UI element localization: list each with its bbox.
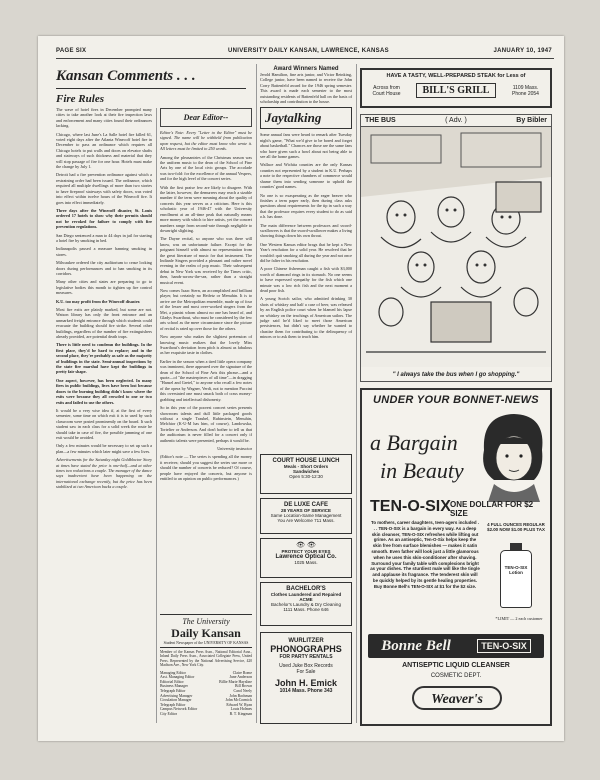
editorial-paragraph: Detroit had a fire prevention ordinance against which a restraining order had been issued. The ordinance, which required all multiple dwellings of more than two stories to have fireproof stairways with safety doors, was voted into effect within twelve hours of the Winecoff fire. It goes into effect immediately. xyxy=(56,172,152,205)
header-rule xyxy=(56,58,554,59)
page-label: PAGE SIX xyxy=(56,48,87,54)
cafe-ad-line: 28 YEARS OF SERVICE xyxy=(280,508,332,513)
staff-role: Advertising Manager xyxy=(160,693,193,698)
optical-ad xyxy=(260,538,352,578)
lunch-ad-line: Sandwiches xyxy=(292,469,319,474)
comic-illustration xyxy=(361,127,551,367)
laundry-ad-line: BACHELOR'S xyxy=(286,586,326,592)
section-title: Kansan Comments . . . xyxy=(56,68,196,84)
wurlitzer-ad xyxy=(260,632,352,724)
jaytalking-paragraph: No one is so exasperating as the eager beaver who finishes a term paper early, then during class asks questions about requirements for the tip in such a way that the professor requires every student to do as said o.h. has done. xyxy=(260,192,352,220)
letter-paragraph: The Dayne recital, so anyone who was there will know, was an unfortunate failure. Except for the poignant himself with almost no representation from the great literature of music for that instrument. The Indianle Singers provided a pleasant and rather novel evening in the realm of pop music. Their subsequent debut in New York was received by the Times critic, then, hands-across-the-sea, rather than a straight musical event. xyxy=(160,236,252,285)
masthead-box xyxy=(160,614,252,726)
letter-paragraph: Now comes Isaac Stern, an accomplished and brilliant player, but certainly no Heifetz or Menuhin. It is to arrive are the Metropolitan ensemble, made up of four of the lesser and most over-worked singers from the Met, a pianist whom almost no one has heard of, and Gladys Swarthout, who must be considered by the few arts school as the mere circumstance since the picture of recital is rated up over those for the others. xyxy=(160,287,252,331)
brand-product: TEN-O-SIX xyxy=(477,639,531,653)
cafe-ad-line: DE LUXE CAFE xyxy=(283,502,328,508)
staff-name: Bill Brown xyxy=(235,684,252,689)
wurlitzer-ad-line: FOR PARTY RENTALS xyxy=(279,654,333,660)
cosmetic-size-note: 4 FULL OUNCES REGULAR $2.00 NOW $1.00 PLUS TAX xyxy=(487,522,545,532)
staff-name: B. T. Kingman xyxy=(229,711,252,716)
award-text: Jerold Hamilton, fine arts junior, and Victor Reinking, College junior, have been named to receive the John Corry Battenfeld award for the 1946 spring semester. This award is made each semester to the most outstanding residents of Battenfeld hall on the basis of scholarship and contribution to the house. xyxy=(260,72,352,105)
staff-name: Claire Rome xyxy=(232,670,252,675)
staff-row xyxy=(160,712,252,717)
cosmetic-tagline: ANTISEPTIC LIQUID CLEANSER xyxy=(402,662,510,669)
staff-name: June Anderson xyxy=(229,675,252,680)
staff-role: City Editor xyxy=(160,711,177,716)
paper-line: UNIVERSITY DAILY KANSAN, LAWRENCE, KANSAS xyxy=(228,48,389,54)
jaytalking-paragraph: One Western Kansas editor brags that he kept a New Year's resolution for a solid year. He resolved that he wouldn't quit smoking all during the year and not once did he falter in his resolution. xyxy=(260,241,352,263)
masthead-line4: Member of the Kansas Press Assn., National Editorial Assn., Inland Daily Press Assn., Associated Collegiate Press, United Press. Represented by the National Advertising Service, 420 Madison Ave., New York City. xyxy=(160,650,252,668)
laundry-ad-line: 1111 Mass. Phone 646 xyxy=(283,607,329,612)
staff-name: Carol Neely xyxy=(233,689,252,693)
masthead-line1: The University xyxy=(182,617,230,626)
store-logo: Weaver's xyxy=(412,686,502,710)
editorial-paragraph: Three days after the Winecoff disaster, St. Louis ordered 17 hotels to show why their permits should not be revoked for failure to comply with fire prevention regulations. xyxy=(56,207,152,230)
lotion-bottle-illustration xyxy=(500,550,532,608)
optical-ad-line: PROTECT YOUR EYES xyxy=(281,549,331,554)
cosmetic-headline: UNDER YOUR BONNET-NEWS xyxy=(373,394,539,406)
laundry-ad-line: ACME xyxy=(299,597,313,602)
laundry-ad-line: Clothes Laundered and Repaired xyxy=(270,592,342,597)
cosmetic-product-name: TEN-O-SIX xyxy=(370,498,451,515)
jaytalking-title: Jaytalking xyxy=(260,107,352,129)
editorial-paragraph: The wave of hotel fires in December prompted many cities to take another look at their fire inspection laws and enforcement and many cities found their ordinances lacking. xyxy=(56,107,152,129)
column-rule xyxy=(256,64,257,723)
lunch-ad-line: Meals - Short Orders xyxy=(283,464,329,469)
staff-role: Telegraph Editor xyxy=(160,689,186,693)
column-rule xyxy=(156,108,157,723)
editorial-paragraph: One aspect, however, has been neglected. In many fires in public buildings, lives have been lost because doors to the burning building didn't know where the exits were because they all crowded to one or two exits and failed to use the others. xyxy=(56,377,152,405)
brand-name: Bonne Bell xyxy=(381,637,451,654)
wurlitzer-ad-line: PHONOGRAPHS xyxy=(270,644,342,654)
staff-list xyxy=(160,671,252,717)
staff-role: Editorial Editor xyxy=(160,679,184,684)
steak-ad-address: 1109 Mass. Phone 2054 xyxy=(511,84,539,97)
ads-stack xyxy=(260,454,352,726)
eye-icon: 👁 👁 xyxy=(296,542,316,549)
comic-byline: By Bibler xyxy=(516,117,547,124)
editorial-paragraph: San Diego sentenced a man to 44 days in jail for starting a hotel fire by smoking in bed. xyxy=(56,232,152,243)
masthead-line2: Daily Kansan xyxy=(171,626,241,640)
editorial-paragraph: K.U. too may profit from the Winecoff disaster. xyxy=(56,298,141,304)
jaytalking-paragraph: Some annual fans were heard to remark after Tuesday night's game, "What we'd give to be bored and forget about basketball." Chances are those are the same fans who have given such a howl about not being able to see all the home games. xyxy=(260,132,352,160)
staff-role: Business Manager xyxy=(160,684,188,689)
editorial-paragraph: Milwaukee ordered the city auditorium to cease locking doors during performances and to ban smoking in its corridors. xyxy=(56,260,152,276)
comic-caption: " I always take the bus when I go shopping." xyxy=(392,372,520,378)
award-title: Award Winners Named xyxy=(273,66,339,72)
wurlitzer-ad-line: WURLITZER xyxy=(288,638,324,644)
editorial-paragraph: It would be a very wise idea if, at the first of every semester, some time on which exit it is to used by such classroom were posted prominently on the board. It such student saw in each class for a solid week the route he should take in case of fire, the possible jamming of one exit would be avoided. xyxy=(56,407,152,440)
editorial-paragraph: Indianapolis passed a measure banning smoking in stores. xyxy=(56,246,152,257)
letter-paragraph: Now anyone who makes the slightest pretension of knowing music realizes that the lovely Miss Swarthout's deviation from pitch is almost as fabulous as her exquisite taste in clothes. xyxy=(160,334,252,356)
staff-name: John Bachman xyxy=(229,693,252,698)
editorial-paragraph: Chicago, where last June's La Salle hotel fire killed 61, voted eight days after the Atlanta Winecoff hotel fire in December to pass an ordinance which requires all Chicago hotels to put walls and doors on elevator shafts and stairways of such thickness and material that they will stop passage of fire for one hour. Hotels must make the change by July 1. xyxy=(56,131,152,170)
staff-role: Campus Network Editor xyxy=(160,707,198,712)
steak-ad-name: BILL'S GRILL xyxy=(416,83,497,98)
letter-paragraph: Among the pleasantries of the Christmas season was the uniform music to the dean of the School of Fine Arts by one of the local civic groups. The accolade was two-fold: for the excellence of the annual Vespers, and for the high level of the concert series. xyxy=(160,154,252,182)
editorial-paragraph: Only a few minutes would be necessary to set up such a plan—a few minutes which later might save a few lives. xyxy=(56,443,152,454)
column-rule xyxy=(356,64,357,723)
staff-role: Managing Editor xyxy=(160,670,186,675)
jaytalking-paragraph: A poor Chinese fisherman caught a fish with $3,000 worth of diamond rings in its stomach. No one seems to have expressed sympathy for the fish which one minute was a low rich fish and the next moment a dead poor fish. xyxy=(260,266,352,293)
bottle-label: TEN-O-SIX Lotion xyxy=(504,565,528,575)
cosmetic-ad xyxy=(360,388,552,726)
comic-panel xyxy=(360,114,552,382)
newspaper-page xyxy=(38,36,564,741)
staff-name: John McCormick xyxy=(225,698,252,703)
jaytalking-paragraph: A young Scotch sailor, who admitted drinking 30 shots of whiskey and half a case of beer, was released by an English police court when he blamed his lapse on whiskey on the teachings of American sailors. The judge said he'd liked to meet those American persistences, but didn't say whether he wanted to chastise them for contributing to the delinquency of minors or to ask them to teach him. xyxy=(260,296,352,340)
cafe-ad xyxy=(260,498,352,534)
staff-role: Circulation Manager xyxy=(160,698,192,703)
laundry-ad xyxy=(260,582,352,626)
section-rule xyxy=(56,88,246,89)
staff-name: Edward W. Ryan xyxy=(226,702,252,707)
editorial-subhead: Fire Rules xyxy=(56,93,104,105)
cafe-ad-line: Same Location-Same Management xyxy=(270,513,342,518)
cosmetic-offer: ONE DOLLAR FOR $2 SIZE xyxy=(450,500,534,518)
steak-ad-location: Across from Court House xyxy=(372,84,401,97)
wurlitzer-ad-line: For Sale xyxy=(296,669,316,675)
jaytalking-paragraph: The main difference between professors and sword-swallowers is that the sword-swallower makes a living showing things down his own throat. xyxy=(260,222,352,239)
laundry-ad-line: Bachelor's Laundry & Dry Cleaning xyxy=(271,602,341,607)
lunch-ad-line: COURT HOUSE LUNCH xyxy=(272,458,340,464)
optical-ad-line: Lawrence Optical Co. xyxy=(275,554,337,560)
steak-ad xyxy=(360,68,552,108)
letter-paragraph: So in this year of the poorest concert series presents showroom talents and dull little packaged goods without a single Traubel, Rubinstein, Menuhin, Melchior (K-U-M has him, of course), Landowska, Tortelier or Anderson. And don't bother to tell us that the auditorium is never filled for a concert only if authentic talents were presented, perhaps it would be. xyxy=(160,405,252,443)
letter-paragraph: With the first praise few are likely to disagree. With the latter, however, the demurrers may reach a sizable number if the term were meaning about the quality of concerts this year serves as a criticism. Here is this scholastic year of 1946-47 with the University enrollment at an all-time peak that naturally means more money with which to hire artists, yet the concert numbers range from second-rate through negligible to downright slighting. xyxy=(160,184,252,233)
cosmetic-bargain-line1: a Bargain xyxy=(370,430,458,455)
cosmetic-bargain-line2: in Beauty xyxy=(380,458,464,483)
editorial-paragraph: Many other cities and states are preparing to go to legislative bodies this month to tighten up fire control measures. xyxy=(56,279,152,296)
cosmetic-body: To mothers, career daughters, teen-agers included . . . TEN-O-SIX is a bargain in every way. As a deep skin cleanser, TEN-O-SIX refreshes while lifting out grime. As an antiseptic, Ten-O-Six helps keep the skin free from surface blemishes — makes it satin smooth. Even father will look just a little glamorous when he uses this skin-conditioner after shaving. Surround your family table with complexions bright as your dishes. The sturdiest male will like the tingle and applause its fragrance. The tenderest skin will be quickly helped by its gentle healing properties. Buy Bonne Bell's TEN-O-SIX at $1 for the $2 size. xyxy=(370,520,480,589)
jaytalking-paragraph: Wallace and Wichita counties are the only Kansas counties not represented by a student in K.U. Perhaps a note to the respective chambers of commerce would shame them into sending someone to uphold the counties' good names. xyxy=(260,162,352,190)
cosmetic-dept: COSMETIC DEPT. xyxy=(430,673,482,679)
staff-name: Billie Marie Haysline xyxy=(219,679,252,684)
letters-note: Editor's Note: Every "Letter to the Editor" must be signed. The name will be withheld from publication upon request, but the editor must know who wrote it. All letters must be limited to 250 words. xyxy=(160,130,252,152)
issue-date: JANUARY 10, 1947 xyxy=(493,48,552,54)
lunch-ad-line: Open 5:30-12:30 xyxy=(289,474,323,479)
letter-paragraph: (Editor's note — The series is spending all the money it receives; should you suggest the series use more or should the number of concerts be reduced? Of course, people have enjoyed the concerts, but anyone is entitled to an opinion on public performances.) xyxy=(160,454,252,481)
wurlitzer-ad-line: 1014 Mass. Phone 343 xyxy=(279,688,333,694)
editorial-paragraph: Most fire exits are plainly marked, but some are not. Watson library has only the front entrance and an unmarked freight entrance through which students could evacuate the building should fire strike. Several other buildings, regardless of the number of fire extinguishers already provided, are potential death traps. xyxy=(56,307,152,340)
staff-role: Telegraph Editor xyxy=(160,702,186,707)
staff-name: Louis Holmes xyxy=(230,707,252,712)
cosmetic-limit: *LIMIT — 2 each customer xyxy=(495,616,543,621)
lunch-ad xyxy=(260,454,352,494)
cafe-ad-line: You Are Welcome 711 Mass. xyxy=(277,518,335,523)
letters-heading: Dear Editor-- xyxy=(160,108,252,127)
woman-portrait-illustration xyxy=(474,410,550,502)
wurlitzer-ad-line: John H. Emick xyxy=(274,678,337,688)
wurlitzer-ad-line: Used Juke Box Records xyxy=(279,663,333,669)
letter-signature: University instructor xyxy=(217,445,252,451)
optical-ad-line: 1025 Mass. xyxy=(294,560,318,565)
letter-paragraph: Earlier in the season when a tired little opera company was imminent, there appeared over the signature of the dean of the School of Fine Arts this phrase—and a quote—of "the masterpieces of all time"—in dragging "Hansel and Gretel," to anyone who recall a few notes of the opera by Wagner, Verdi, not to mention Puccini this overstated one must smack both of crass money-grabbing and intellectual dishonesty. xyxy=(160,358,252,402)
editorial-paragraph: There is little need to condemn the buildings. In the first place, they'd be hard to replace; and in the second place, they're probably as safe as the majority of buildings in the state. Semi-annual inspections by the state fire marshal have kept the buildings in pretty fair shape. xyxy=(56,342,152,375)
masthead-line3: Student Newspaper of the UNIVERSITY OF KANSAS xyxy=(163,641,249,645)
comic-title: THE BUS xyxy=(365,117,396,124)
steak-ad-headline: HAVE A TASTY, WELL-PREPARED STEAK for Less of xyxy=(386,73,526,79)
comic-adv-tag: ( Adv. ) xyxy=(445,117,467,124)
editorial-paragraph: Advertisements for the Saturday night Goldbloctor Story at times have stated the price is one-half—and at other times two reductions a couple. The manager of the dance says inadvertent have been happening on the international exchange recently, but the price has been stabilized at two American bucks a couple. xyxy=(56,457,152,490)
staff-role: Asst. Managing Editor xyxy=(160,675,195,680)
